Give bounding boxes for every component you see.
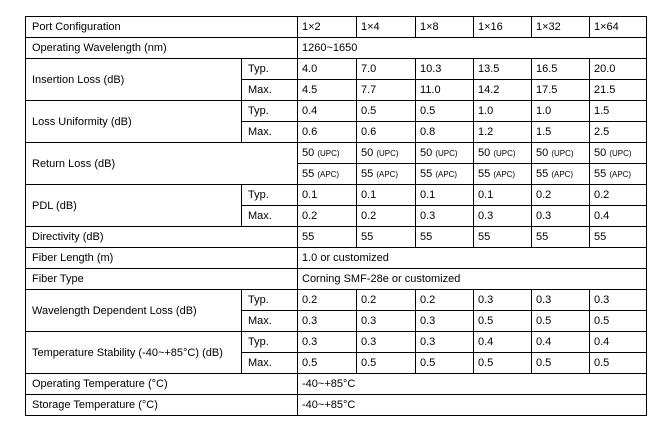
max-label: Max. [242,353,298,374]
pdl-typ-value: 0.1 [298,185,357,206]
connector-type-label: (APC) [551,169,574,179]
directivity-value: 55 [416,227,474,248]
fiber-type-label: Fiber Type [26,269,298,290]
pdl-max-value: 0.4 [590,206,647,227]
pdl-typ-value: 0.1 [416,185,474,206]
wavelength-dependent-loss-max-value: 0.3 [416,311,474,332]
return-loss-number: 55 [302,167,315,180]
return-loss-number: 55 [594,167,607,180]
fiber-length-label: Fiber Length (m) [26,248,298,269]
wavelength-dependent-loss-typ-value: 0.3 [590,290,647,311]
port-configuration-label: Port Configuration [26,17,298,38]
connector-type-label: (UPC) [435,148,458,158]
return-loss-number: 50 [536,146,549,159]
operating-temperature-value: -40~+85°C [298,374,647,395]
wavelength-dependent-loss-typ-value: 0.2 [357,290,416,311]
return-loss-apc-value [532,164,590,185]
insertion-loss-typ-value: 20.0 [590,59,647,80]
wavelength-dependent-loss-typ-value: 0.3 [474,290,532,311]
return-loss-apc-value [298,164,357,185]
temperature-stability-typ-value: 0.4 [532,332,590,353]
specification-table [25,16,647,416]
connector-type-label: (UPC) [493,148,516,158]
insertion-loss-typ-value: 10.3 [416,59,474,80]
temperature-stability-max-value: 0.5 [298,353,357,374]
loss-uniformity-typ-value: 1.0 [474,101,532,122]
loss-uniformity-max-value: 0.6 [357,122,416,143]
connector-type-label: (APC) [435,169,458,179]
loss-uniformity-max-value: 1.2 [474,122,532,143]
temperature-stability-typ-value: 0.3 [416,332,474,353]
max-label: Max. [242,311,298,332]
wavelength-dependent-loss-typ-value: 0.2 [298,290,357,311]
return-loss-upc-value [590,143,647,164]
fiber-length-value: 1.0 or customized [298,248,647,269]
operating-temperature-label: Operating Temperature (°C) [26,374,298,395]
max-label: Max. [242,122,298,143]
loss-uniformity-typ-row [26,101,647,122]
fiber-type-row [26,269,647,290]
return-loss-upc-value [474,143,532,164]
return-loss-number: 50 [361,146,374,159]
wavelength-dependent-loss-max-value: 0.5 [532,311,590,332]
connector-type-label: (UPC) [609,148,632,158]
loss-uniformity-max-value: 2.5 [590,122,647,143]
return-loss-apc-value [590,164,647,185]
pdl-typ-value: 0.2 [590,185,647,206]
port-count-header: 1×8 [416,17,474,38]
return-loss-upc-value [298,143,357,164]
port-count-header: 1×4 [357,17,416,38]
temperature-stability-typ-value: 0.4 [474,332,532,353]
return-loss-number: 50 [302,146,315,159]
pdl-typ-value: 0.1 [357,185,416,206]
loss-uniformity-typ-value: 1.5 [590,101,647,122]
connector-type-label: (UPC) [376,148,399,158]
insertion-loss-max-value: 11.0 [416,80,474,101]
return-loss-number: 50 [478,146,491,159]
return-loss-label: Return Loss (dB) [26,143,298,185]
temperature-stability-max-value: 0.5 [590,353,647,374]
pdl-label: PDL (dB) [26,185,242,227]
max-label: Max. [242,206,298,227]
directivity-row [26,227,647,248]
connector-type-label: (APC) [317,169,340,179]
return-loss-upc-value [532,143,590,164]
connector-type-label: (APC) [376,169,399,179]
pdl-max-value: 0.3 [532,206,590,227]
temperature-stability-max-value: 0.5 [416,353,474,374]
fiber-type-value: Corning SMF-28e or customized [298,269,647,290]
return-loss-number: 55 [536,167,549,180]
port-count-header: 1×2 [298,17,357,38]
temperature-stability-label: Temperature Stability (-40~+85°C) (dB) [26,332,242,374]
directivity-value: 55 [357,227,416,248]
typ-label: Typ. [242,101,298,122]
directivity-value: 55 [532,227,590,248]
directivity-value: 55 [298,227,357,248]
return-loss-number: 55 [420,167,433,180]
pdl-max-value: 0.3 [474,206,532,227]
typ-label: Typ. [242,290,298,311]
loss-uniformity-label: Loss Uniformity (dB) [26,101,242,143]
insertion-loss-typ-row [26,59,647,80]
temperature-stability-typ-value: 0.3 [298,332,357,353]
return-loss-apc-value [416,164,474,185]
return-loss-number: 50 [594,146,607,159]
directivity-label: Directivity (dB) [26,227,298,248]
loss-uniformity-typ-value: 0.5 [416,101,474,122]
temperature-stability-max-value: 0.5 [474,353,532,374]
pdl-typ-value: 0.1 [474,185,532,206]
insertion-loss-typ-value: 16.5 [532,59,590,80]
operating-wavelength-value: 1260~1650 [298,38,647,59]
max-label: Max. [242,80,298,101]
loss-uniformity-max-value: 0.8 [416,122,474,143]
return-loss-apc-value [357,164,416,185]
wavelength-dependent-loss-max-value: 0.3 [298,311,357,332]
insertion-loss-max-value: 7.7 [357,80,416,101]
pdl-max-value: 0.2 [357,206,416,227]
insertion-loss-max-value: 14.2 [474,80,532,101]
temperature-stability-typ-value: 0.4 [590,332,647,353]
typ-label: Typ. [242,59,298,80]
loss-uniformity-typ-value: 1.0 [532,101,590,122]
wavelength-dependent-loss-max-value: 0.5 [590,311,647,332]
wavelength-dependent-loss-max-value: 0.5 [474,311,532,332]
temperature-stability-typ-value: 0.3 [357,332,416,353]
port-count-header: 1×16 [474,17,532,38]
loss-uniformity-max-value: 0.6 [298,122,357,143]
storage-temperature-label: Storage Temperature (°C) [26,395,298,416]
insertion-loss-max-value: 4.5 [298,80,357,101]
connector-type-label: (APC) [609,169,632,179]
pdl-typ-value: 0.2 [532,185,590,206]
directivity-value: 55 [590,227,647,248]
return-loss-number: 50 [420,146,433,159]
return-loss-apc-value [474,164,532,185]
pdl-max-value: 0.2 [298,206,357,227]
operating-temperature-row [26,374,647,395]
connector-type-label: (APC) [493,169,516,179]
pdl-max-value: 0.3 [416,206,474,227]
insertion-loss-label: Insertion Loss (dB) [26,59,242,101]
return-loss-number: 55 [361,167,374,180]
temperature-stability-max-value: 0.5 [532,353,590,374]
fiber-length-row [26,248,647,269]
insertion-loss-max-value: 21.5 [590,80,647,101]
return-loss-upc-row [26,143,647,164]
loss-uniformity-typ-value: 0.4 [298,101,357,122]
port-count-header: 1×32 [532,17,590,38]
wavelength-dependent-loss-typ-value: 0.3 [532,290,590,311]
temperature-stability-max-value: 0.5 [357,353,416,374]
header-row [26,17,647,38]
insertion-loss-typ-value: 13.5 [474,59,532,80]
typ-label: Typ. [242,332,298,353]
operating-wavelength-row [26,38,647,59]
pdl-typ-row [26,185,647,206]
insertion-loss-typ-value: 7.0 [357,59,416,80]
operating-wavelength-label: Operating Wavelength (nm) [26,38,298,59]
wavelength-dependent-loss-typ-value: 0.2 [416,290,474,311]
loss-uniformity-max-value: 1.5 [532,122,590,143]
connector-type-label: (UPC) [551,148,574,158]
typ-label: Typ. [242,185,298,206]
connector-type-label: (UPC) [317,148,340,158]
port-count-header: 1×64 [590,17,647,38]
wavelength-dependent-loss-label: Wavelength Dependent Loss (dB) [26,290,242,332]
return-loss-upc-value [416,143,474,164]
return-loss-upc-value [357,143,416,164]
loss-uniformity-typ-value: 0.5 [357,101,416,122]
temperature-stability-typ-row [26,332,647,353]
wavelength-dependent-loss-typ-row [26,290,647,311]
insertion-loss-max-value: 17.5 [532,80,590,101]
directivity-value: 55 [474,227,532,248]
storage-temperature-value: -40~+85°C [298,395,647,416]
insertion-loss-typ-value: 4.0 [298,59,357,80]
wavelength-dependent-loss-max-value: 0.3 [357,311,416,332]
return-loss-number: 55 [478,167,491,180]
storage-temperature-row [26,395,647,416]
